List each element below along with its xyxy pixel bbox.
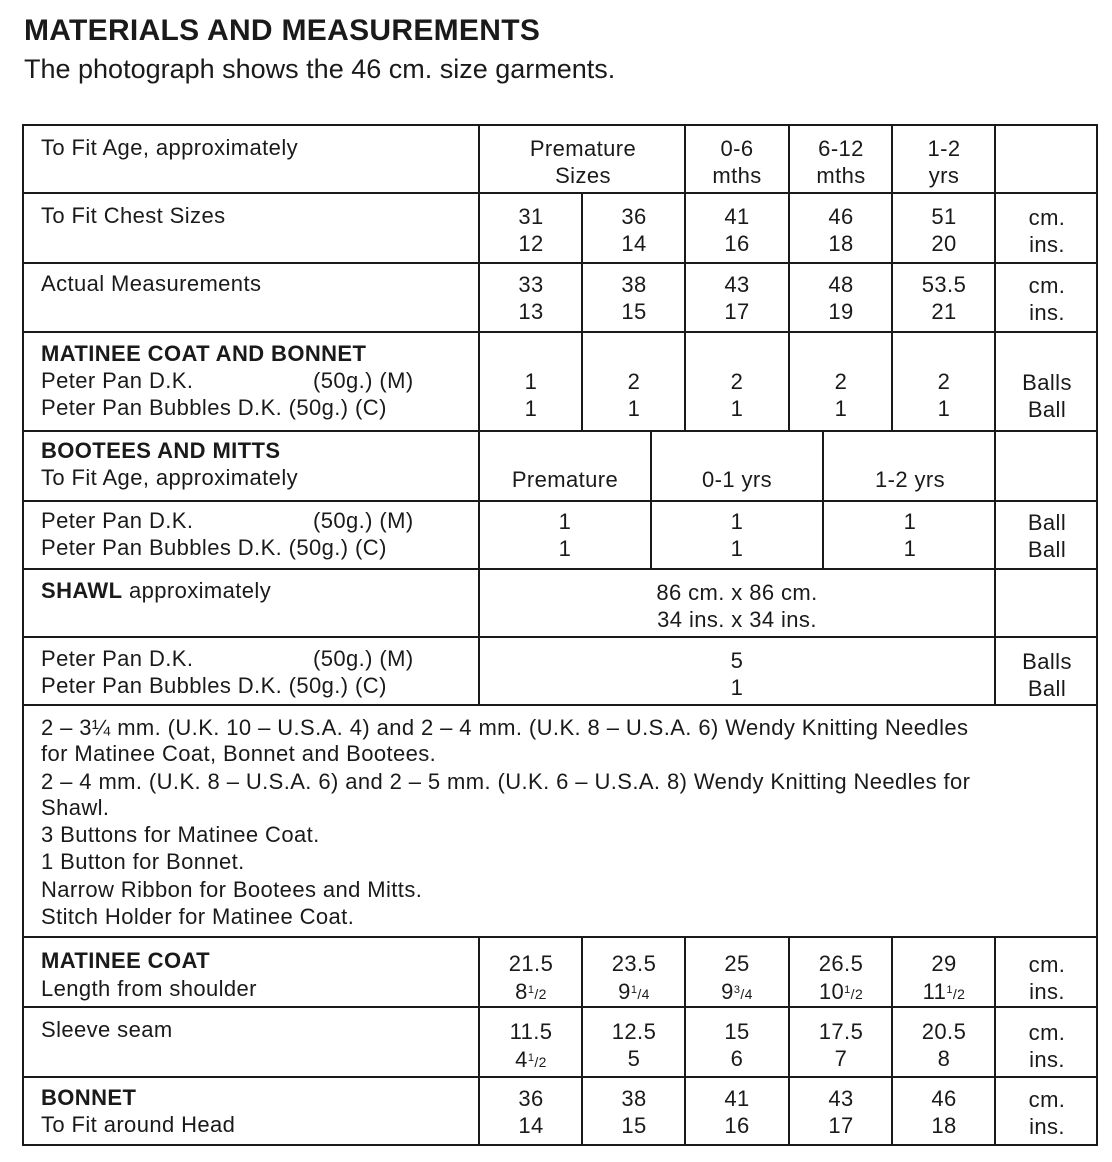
length-cm-5: 29 xyxy=(931,951,957,976)
row-divider xyxy=(22,430,1098,432)
shawl-size-cm: 86 cm. x 86 cm. xyxy=(656,580,818,605)
actual-ins-5: 21 xyxy=(931,299,957,324)
age-col-0-6-sub: mths xyxy=(712,163,762,188)
chest-ins-5: 20 xyxy=(931,231,957,256)
bootees-age-label: To Fit Age, approximately xyxy=(41,465,299,490)
chest-cm-4: 46 xyxy=(828,204,854,229)
shawl-yarn2: Peter Pan Bubbles D.K. (50g.) (C) xyxy=(41,673,387,698)
sleeve-ins-4: 7 xyxy=(834,1046,848,1071)
note-line: Shawl. xyxy=(41,795,110,820)
note-line: Narrow Ribbon for Bootees and Mitts. xyxy=(41,877,423,902)
shawl-yarn1-name: Peter Pan D.K. xyxy=(41,646,194,671)
shawl-title-line xyxy=(41,577,271,604)
col-divider xyxy=(891,124,893,430)
col-divider xyxy=(478,568,480,704)
bonnet-cm-5: 46 xyxy=(931,1086,957,1111)
bootees-c-3: 1 xyxy=(903,536,917,561)
chest-ins-1: 12 xyxy=(518,231,544,256)
actual-unit-ins: ins. xyxy=(1029,300,1065,325)
bonnet-cm-3: 41 xyxy=(724,1086,750,1111)
ins-whole: 11 xyxy=(922,979,947,1004)
bootees-age-1-2: 1-2 yrs xyxy=(874,467,946,492)
shawl-size-ins: 34 ins. x 34 ins. xyxy=(657,607,817,632)
bootees-m-2: 1 xyxy=(730,509,744,534)
fraction-denominator: 2 xyxy=(854,986,864,1002)
sleeve-label: Sleeve seam xyxy=(41,1017,173,1042)
row-divider xyxy=(22,262,1098,264)
shawl-title-suffix: approximately xyxy=(122,578,272,603)
sleeve-cm-5: 20.5 xyxy=(921,1019,967,1044)
ins-fraction: $^1$/4 xyxy=(630,984,650,1002)
chest-cm-5: 51 xyxy=(931,204,957,229)
chest-ins-2: 14 xyxy=(621,231,647,256)
row-divider xyxy=(22,704,1098,706)
col-divider xyxy=(478,430,480,568)
matinee-bonnet-title: MATINEE COAT AND BONNET xyxy=(41,341,367,366)
actual-ins-4: 19 xyxy=(828,299,854,324)
col-divider xyxy=(581,192,583,430)
mb-m-4: 2 xyxy=(834,369,848,394)
bootees-yarn1-name: Peter Pan D.K. xyxy=(41,508,194,533)
shawl-unit1: Balls xyxy=(1022,649,1072,674)
sleeve-cm-3: 15 xyxy=(724,1019,750,1044)
length-ins-3 xyxy=(721,977,753,1008)
bonnet-unit-cm: cm. xyxy=(1028,1087,1066,1112)
fraction-denominator: 4 xyxy=(641,986,650,1002)
age-col-premature: Premature xyxy=(529,136,637,161)
actual-unit-cm: cm. xyxy=(1028,273,1066,298)
col-divider xyxy=(788,124,790,430)
chest-cm-1: 31 xyxy=(518,204,544,229)
col-divider xyxy=(581,936,583,1146)
fraction-numerator: 1 xyxy=(946,984,953,996)
col-divider xyxy=(478,124,480,430)
sleeve-ins-1 xyxy=(515,1045,547,1076)
col-divider xyxy=(994,936,996,1146)
mb-yarn1-name: Peter Pan D.K. xyxy=(41,368,194,393)
col-divider xyxy=(684,936,686,1146)
col-divider xyxy=(994,124,996,430)
length-ins-1 xyxy=(515,977,547,1008)
mb-m-2: 2 xyxy=(627,369,641,394)
age-row-label: To Fit Age, approximately xyxy=(41,135,299,160)
mb-c-1: 1 xyxy=(524,396,538,421)
bonnet-ins-5: 18 xyxy=(931,1113,957,1138)
row-divider xyxy=(22,568,1098,570)
bootees-unit1: Ball xyxy=(1027,510,1067,535)
row-divider xyxy=(22,936,1098,938)
col-divider xyxy=(478,936,480,1146)
actual-cm-1: 33 xyxy=(518,272,544,297)
ins-fraction: $^1$/2 xyxy=(946,984,966,1002)
fraction-numerator: 1 xyxy=(630,984,638,996)
actual-ins-2: 15 xyxy=(621,299,647,324)
row-divider xyxy=(22,1076,1098,1078)
chest-cm-3: 41 xyxy=(724,204,750,229)
col-divider xyxy=(822,430,824,568)
bonnet-ins-1: 14 xyxy=(518,1113,544,1138)
sleeve-unit-cm: cm. xyxy=(1028,1020,1066,1045)
row-divider xyxy=(22,192,1098,194)
mb-yarn1-weight: (50g.) (M) xyxy=(313,368,414,393)
bootees-c-1: 1 xyxy=(558,536,572,561)
bootees-unit2: Ball xyxy=(1027,537,1067,562)
note-line: 3 Buttons for Matinee Coat. xyxy=(41,822,320,847)
bonnet-cm-2: 38 xyxy=(621,1086,647,1111)
col-divider xyxy=(994,430,996,568)
shawl-m: 5 xyxy=(730,648,744,673)
fraction-numerator: 1 xyxy=(844,984,851,996)
chest-cm-2: 36 xyxy=(621,204,647,229)
bonnet-title: BONNET xyxy=(41,1085,137,1110)
mb-unit1: Balls xyxy=(1022,370,1072,395)
length-ins-5 xyxy=(923,977,966,1008)
ins-fraction: $^1$/2 xyxy=(527,1052,547,1070)
bootees-title: BOOTEES AND MITTS xyxy=(41,438,281,463)
fraction-denominator: 2 xyxy=(957,986,966,1002)
bootees-age-0-1: 0-1 yrs xyxy=(701,467,773,492)
age-col-1-2: 1-2 xyxy=(927,136,961,161)
ins-whole: 8 xyxy=(515,979,528,1004)
bootees-yarn2: Peter Pan Bubbles D.K. (50g.) (C) xyxy=(41,535,387,560)
note-line: 2 – 4 mm. (U.K. 8 – U.S.A. 6) and 2 – 5 mm. (U.K. 6 – U.S.A. 8) Wendy Knitting Needles for xyxy=(41,769,971,794)
note-line: 2 – 3¼ mm. (U.K. 10 – U.S.A. 4) and 2 – 4 mm. (U.K. 8 – U.S.A. 6) Wendy Knitting Needles xyxy=(41,715,969,740)
sleeve-cm-2: 12.5 xyxy=(611,1019,657,1044)
ins-whole: 4 xyxy=(515,1047,528,1072)
chest-unit-ins: ins. xyxy=(1029,232,1065,257)
length-unit-cm: cm. xyxy=(1028,952,1066,977)
chest-unit-cm: cm. xyxy=(1028,205,1066,230)
mb-c-5: 1 xyxy=(937,396,951,421)
age-col-premature-sub: Sizes xyxy=(555,163,611,188)
sleeve-ins-5: 8 xyxy=(937,1046,951,1071)
col-divider xyxy=(684,124,686,430)
actual-ins-3: 17 xyxy=(724,299,750,324)
sleeve-cm-4: 17.5 xyxy=(818,1019,864,1044)
mb-yarn2: Peter Pan Bubbles D.K. (50g.) (C) xyxy=(41,395,387,420)
sleeve-ins-3: 6 xyxy=(730,1046,744,1071)
ins-whole: 9 xyxy=(618,979,631,1004)
row-divider xyxy=(22,500,1098,502)
bootees-age-premature: Premature xyxy=(511,467,619,492)
age-col-6-12: 6-12 xyxy=(818,136,864,161)
actual-cm-3: 43 xyxy=(724,272,750,297)
shawl-unit2: Ball xyxy=(1027,676,1067,701)
sleeve-cm-1: 11.5 xyxy=(509,1019,553,1044)
bonnet-ins-4: 17 xyxy=(828,1113,854,1138)
shawl-title: SHAWL xyxy=(41,578,123,603)
chest-row-label: To Fit Chest Sizes xyxy=(41,203,226,228)
bonnet-ins-2: 15 xyxy=(621,1113,647,1138)
fraction-denominator: 4 xyxy=(744,986,753,1002)
length-cm-3: 25 xyxy=(724,951,750,976)
age-col-0-6: 0-6 xyxy=(720,136,754,161)
fraction-denominator: 2 xyxy=(538,1054,547,1070)
length-ins-2 xyxy=(618,977,650,1008)
bootees-m-1: 1 xyxy=(558,509,572,534)
age-col-6-12-sub: mths xyxy=(816,163,866,188)
note-line: Stitch Holder for Matinee Coat. xyxy=(41,904,355,929)
actual-cm-5: 53.5 xyxy=(921,272,967,297)
mb-c-2: 1 xyxy=(627,396,641,421)
chest-ins-4: 18 xyxy=(828,231,854,256)
actual-cm-4: 48 xyxy=(828,272,854,297)
mb-m-5: 2 xyxy=(937,369,951,394)
actual-row-label: Actual Measurements xyxy=(41,271,262,296)
actual-ins-1: 13 xyxy=(518,299,544,324)
page-title: MATERIALS AND MEASUREMENTS xyxy=(24,14,541,47)
bootees-c-2: 1 xyxy=(730,536,744,561)
ins-whole: 10 xyxy=(818,979,845,1004)
note-line: 1 Button for Bonnet. xyxy=(41,849,245,874)
fraction-numerator: 3 xyxy=(733,984,741,996)
chest-ins-3: 16 xyxy=(724,231,750,256)
col-divider xyxy=(650,430,652,568)
col-divider xyxy=(891,936,893,1146)
matinee-coat-title: MATINEE COAT xyxy=(41,948,210,973)
bootees-m-3: 1 xyxy=(903,509,917,534)
bonnet-cm-1: 36 xyxy=(518,1086,544,1111)
fraction-denominator: 2 xyxy=(538,986,547,1002)
bonnet-label: To Fit around Head xyxy=(41,1112,236,1137)
ins-fraction: $^1$/2 xyxy=(527,984,547,1002)
mb-c-3: 1 xyxy=(730,396,744,421)
length-cm-4: 26.5 xyxy=(818,951,864,976)
fraction-numerator: 1 xyxy=(527,1052,535,1064)
page-subtitle: The photograph shows the 46 cm. size garments. xyxy=(24,54,616,84)
bonnet-ins-3: 16 xyxy=(724,1113,750,1138)
col-divider xyxy=(994,568,996,704)
ins-fraction: $^3$/4 xyxy=(733,984,753,1002)
row-divider xyxy=(22,636,1098,638)
mb-c-4: 1 xyxy=(834,396,848,421)
mb-m-1: 1 xyxy=(524,369,538,394)
note-line: for Matinee Coat, Bonnet and Bootees. xyxy=(41,741,437,766)
mb-unit2: Ball xyxy=(1027,397,1067,422)
bootees-yarn1-weight: (50g.) (M) xyxy=(313,508,414,533)
bonnet-unit-ins: ins. xyxy=(1029,1114,1065,1139)
ins-fraction: $^1$/2 xyxy=(844,984,864,1002)
sleeve-unit-ins: ins. xyxy=(1029,1047,1065,1072)
sleeve-ins-2: 5 xyxy=(627,1046,641,1071)
shawl-c: 1 xyxy=(730,675,744,700)
actual-cm-2: 38 xyxy=(621,272,647,297)
age-col-1-2-sub: yrs xyxy=(928,163,960,188)
mb-m-3: 2 xyxy=(730,369,744,394)
shawl-yarn1-weight: (50g.) (M) xyxy=(313,646,414,671)
ins-whole: 9 xyxy=(721,979,734,1004)
bonnet-cm-4: 43 xyxy=(828,1086,854,1111)
col-divider xyxy=(788,936,790,1146)
length-ins-4 xyxy=(819,977,863,1008)
length-unit-ins: ins. xyxy=(1029,979,1065,1004)
fraction-numerator: 1 xyxy=(527,984,535,996)
length-cm-2: 23.5 xyxy=(611,951,657,976)
row-divider xyxy=(22,331,1098,333)
length-cm-1: 21.5 xyxy=(508,951,554,976)
length-label: Length from shoulder xyxy=(41,976,257,1001)
